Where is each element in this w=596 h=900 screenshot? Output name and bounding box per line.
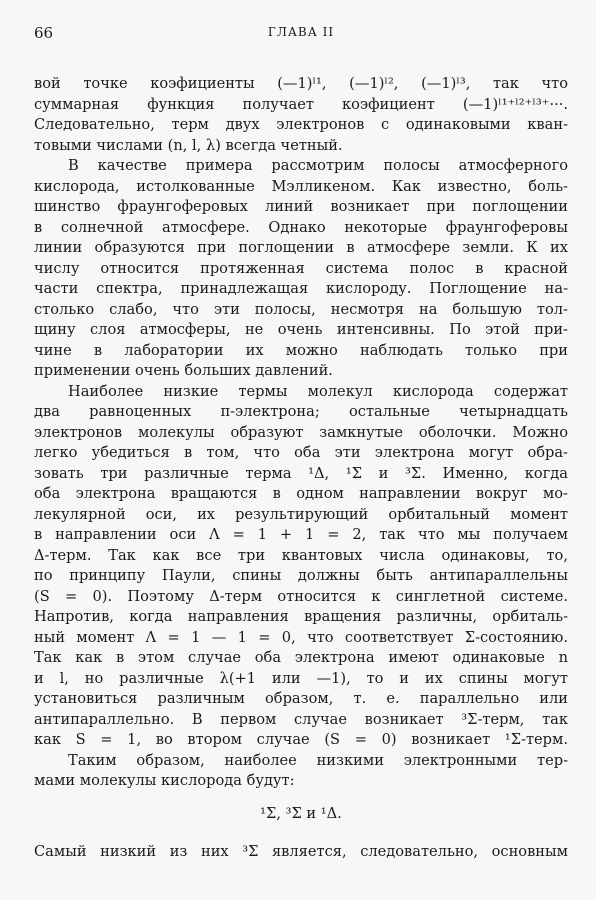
text-line: шинство фраунгоферовых линий возникает при поглощении: [34, 198, 568, 215]
text-line: числу относится протяженная система полос в красной: [34, 259, 568, 277]
text-line: в солнечной атмосфере. Однако некоторые фраунгоферовы: [34, 218, 568, 236]
text-line: и l, но различные λ(+1 или —1), то и их спины могут: [34, 669, 568, 687]
book-page: [34, 24, 568, 863]
text-line: по принципу Паули, спины должны быть антипараллельны: [34, 567, 568, 584]
text-line: электронов молекулы образуют замкнутые оболочки. Можно: [34, 423, 568, 441]
text-line: мами молекулы кислорода будут:: [34, 772, 295, 789]
text-line: суммарная функция получает коэфициент (—1)ˡ¹⁺ˡ²⁺ˡ³⁺···.: [34, 95, 568, 113]
text-line: Так как в этом случае оба электрона имеют одинаковые n: [34, 649, 568, 666]
formula-terms: ¹Σ, ³Σ и ¹Δ.: [260, 804, 342, 822]
text-line: ный момент Λ = 1 — 1 = 0, что соответствует Σ-состоянию.: [34, 628, 568, 646]
text-line: оба электрона вращаются в одном направлении вокруг мо-: [34, 485, 568, 502]
text-line: (S = 0). Поэтому Δ-терм относится к синглетной системе.: [34, 587, 568, 605]
text-line: Наиболее низкие термы молекул кислорода содержат: [68, 382, 568, 400]
text-line: в направлении оси Λ = 1 + 1 = 2, так что мы получаем: [34, 526, 568, 543]
text-line: Δ-терм. Так как все три квантовых числа одинаковы, то,: [34, 546, 568, 564]
text-line: товыми числами (n, l, λ) всегда четный.: [34, 136, 343, 154]
text-line: столько слабо, что эти полосы, несмотря на большую тол-: [34, 300, 568, 318]
text-line: Таким образом, наиболее низкими электронными тер-: [68, 751, 568, 769]
text-line: зовать три различные терма ¹Δ, ¹Σ и ³Σ. Именно, когда: [34, 464, 568, 482]
text-line: линии образуются при поглощении в атмосфере земли. К их: [34, 239, 568, 256]
running-head: ГЛАВА II: [267, 25, 335, 39]
page-header: [34, 24, 568, 50]
text-line: два равноценных π-электрона; остальные четырнадцать: [34, 403, 568, 420]
text-line: установиться различным образом, т. е. параллельно или: [34, 690, 568, 707]
text-line: чине в лаборатории их можно наблюдать только при: [34, 341, 568, 359]
text-line: лекулярной оси, их результирующий орбитальный момент: [34, 505, 568, 523]
text-line: щину слоя атмосферы, не очень интенсивны. По этой при-: [34, 321, 568, 338]
text-line: кислорода, истолкованные Мэлликеном. Как известно, боль-: [34, 177, 568, 195]
text-line: как S = 1, во втором случае (S = 0) возникает ¹Σ-терм.: [34, 731, 568, 748]
text-line: части спектра, принадлежащая кислороду. Поглощение на-: [34, 280, 568, 297]
page-number: 66: [34, 24, 54, 42]
text-line: применении очень больших давлений.: [34, 362, 333, 379]
body-text: [34, 74, 568, 863]
text-line: легко убедиться в том, что оба эти электрона могут обра-: [34, 444, 568, 461]
text-line: Следовательно, терм двух электронов с одинаковыми кван-: [34, 116, 568, 133]
text-line: вой точке коэфициенты (—1)ˡ¹, (—1)ˡ², (—1)ˡ³, так что: [34, 75, 568, 92]
text-line: Самый низкий из них ³Σ является, следовательно, основным: [34, 843, 568, 860]
text-line: В качестве примера рассмотрим полосы атмосферного: [68, 157, 568, 174]
text-line: антипараллельно. В первом случае возникает ³Σ-терм, так: [34, 710, 568, 728]
text-line: Напротив, когда направления вращения различны, орбиталь-: [34, 608, 568, 625]
